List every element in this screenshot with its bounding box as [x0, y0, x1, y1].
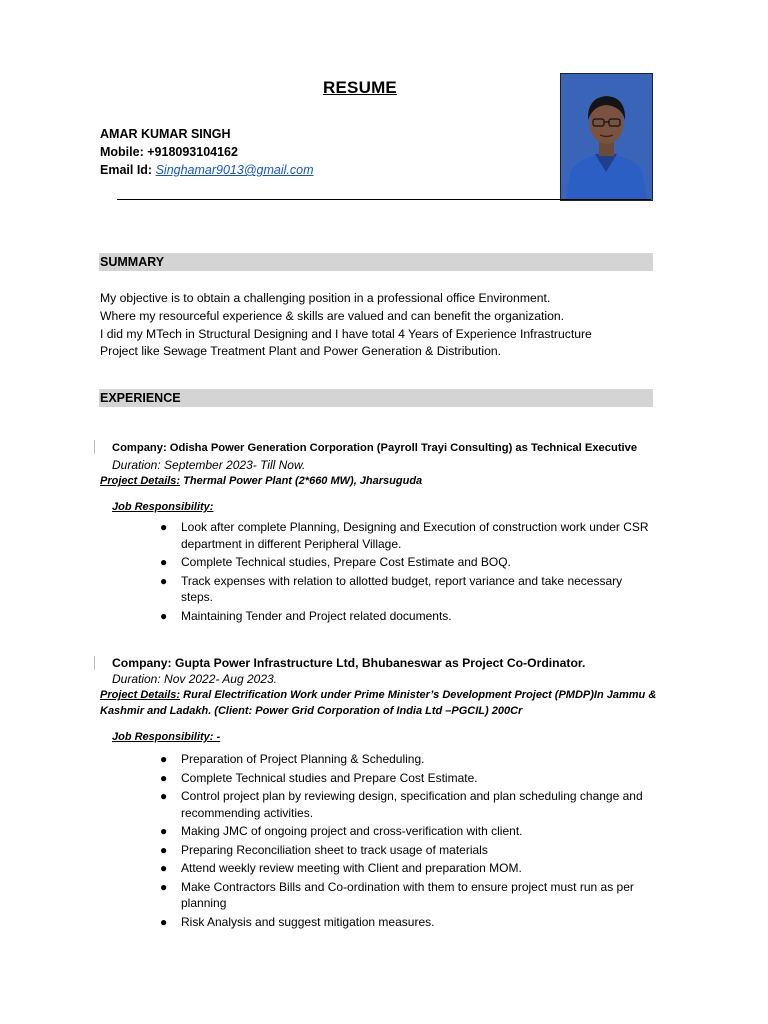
- experience-heading: EXPERIENCE: [99, 389, 653, 407]
- job-responsibility-label: Job Responsibility:: [112, 501, 214, 513]
- list-item: [160, 770, 651, 787]
- list-item-text: Make Contractors Bills and Co-ordination with them to ensure project must run as per planning: [181, 879, 634, 910]
- candidate-name: AMAR KUMAR SINGH: [100, 127, 231, 141]
- bullet-icon: ●: [160, 555, 168, 569]
- list-item-text: Risk Analysis and suggest mitigation measures.: [181, 914, 435, 929]
- email-line: [100, 161, 313, 179]
- summary-heading: SUMMARY: [99, 253, 653, 271]
- list-item-text: Making JMC of ongoing project and cross-verification with client.: [181, 824, 523, 838]
- document-title: RESUME: [323, 78, 397, 97]
- summary-line: Project like Sewage Treatment Plant and Power Generation & Distribution.: [100, 344, 502, 359]
- bullet-icon: ●: [160, 879, 168, 894]
- project-details-label: Project Details:: [100, 475, 181, 487]
- bullet-icon: ●: [160, 861, 168, 875]
- bullet-icon: ●: [160, 573, 168, 588]
- bullet-icon: ●: [160, 824, 168, 838]
- bullet-icon: ●: [160, 770, 168, 785]
- job-responsibility-list: [160, 751, 651, 932]
- list-item: [160, 608, 651, 625]
- job-company: Company: Odisha Power Generation Corporation (Payroll Trayi Consulting) as Technical Executive: [112, 442, 638, 454]
- list-item-text: Attend weekly review meeting with Client and preparation MOM.: [181, 861, 522, 875]
- list-item: [160, 823, 651, 840]
- list-item-text: Preparation of Project Planning & Scheduling.: [181, 752, 425, 766]
- summary-line: My objective is to obtain a challenging position in a professional office Environment.: [100, 291, 551, 305]
- bullet-icon: ●: [160, 842, 168, 857]
- bullet-icon: ●: [160, 789, 168, 803]
- job-project-details: [100, 687, 660, 719]
- list-item: [160, 788, 651, 821]
- summary-line: Where my resourceful experience & skills are valued and can benefit the organization.: [100, 308, 565, 323]
- bullet-icon: ●: [160, 520, 168, 534]
- list-item-text: Control project plan by reviewing design, specification and plan scheduling change and recommending activities.: [181, 789, 643, 820]
- project-details-text: Rural Electrification Work under Prime Minister’s Development Project (PMDP)In Jammu & Kashmir and Ladakh. (Client: Power Grid Corporation of India Ltd –PGCIL) 200Cr: [100, 689, 657, 717]
- profile-photo: [560, 73, 653, 201]
- bullet-icon: ●: [160, 608, 168, 623]
- email-label: Email Id:: [100, 163, 153, 177]
- list-item: [160, 914, 651, 931]
- mobile-number: +918093104162: [147, 145, 238, 159]
- list-item-text: Preparing Reconciliation sheet to track usage of materials: [181, 842, 488, 857]
- project-details-label: Project Details:: [100, 689, 181, 701]
- job-duration: Duration: Nov 2022- Aug 2023.: [112, 672, 277, 686]
- project-details-text: Thermal Power Plant (2*660 MW), Jharsuguda: [180, 475, 423, 487]
- job-responsibility-list: [160, 519, 651, 626]
- list-item: [160, 751, 651, 768]
- list-item: [160, 860, 651, 877]
- email-link[interactable]: Singhamar9013@gmail.com: [155, 163, 314, 177]
- bullet-icon: ●: [160, 914, 168, 929]
- job-responsibility-label: Job Responsibility: -: [112, 731, 221, 743]
- mobile-line: [100, 143, 313, 161]
- summary-text: [100, 290, 660, 361]
- summary-line: I did my MTech in Structural Designing and I have total 4 Years of Experience Infrastructure: [100, 326, 592, 341]
- mobile-label: Mobile:: [100, 145, 144, 159]
- job-company: Company: Gupta Power Infrastructure Ltd, Bhubaneswar as Project Co-Ordinator.: [112, 656, 586, 670]
- list-item-text: Track expenses with relation to allotted budget, report variance and take necessary steps.: [181, 573, 623, 604]
- list-item-text: Maintaining Tender and Project related documents.: [181, 608, 452, 623]
- job-marker: [94, 656, 95, 670]
- list-item-text: Complete Technical studies, Prepare Cost Estimate and BOQ.: [181, 555, 511, 569]
- job-duration: Duration: September 2023- Till Now.: [112, 458, 306, 472]
- contact-block: [100, 125, 313, 179]
- list-item: [160, 879, 651, 912]
- header-divider: [117, 199, 651, 200]
- list-item: [160, 573, 651, 606]
- job-marker: [94, 440, 95, 454]
- list-item: [160, 842, 651, 859]
- list-item-text: Complete Technical studies and Prepare Cost Estimate.: [181, 770, 478, 785]
- list-item: [160, 519, 651, 552]
- job-project-details: [100, 473, 422, 489]
- list-item-text: Look after complete Planning, Designing and Execution of construction work under CSR department in different Peripheral Village.: [181, 520, 649, 551]
- bullet-icon: ●: [160, 752, 168, 766]
- list-item: [160, 554, 651, 571]
